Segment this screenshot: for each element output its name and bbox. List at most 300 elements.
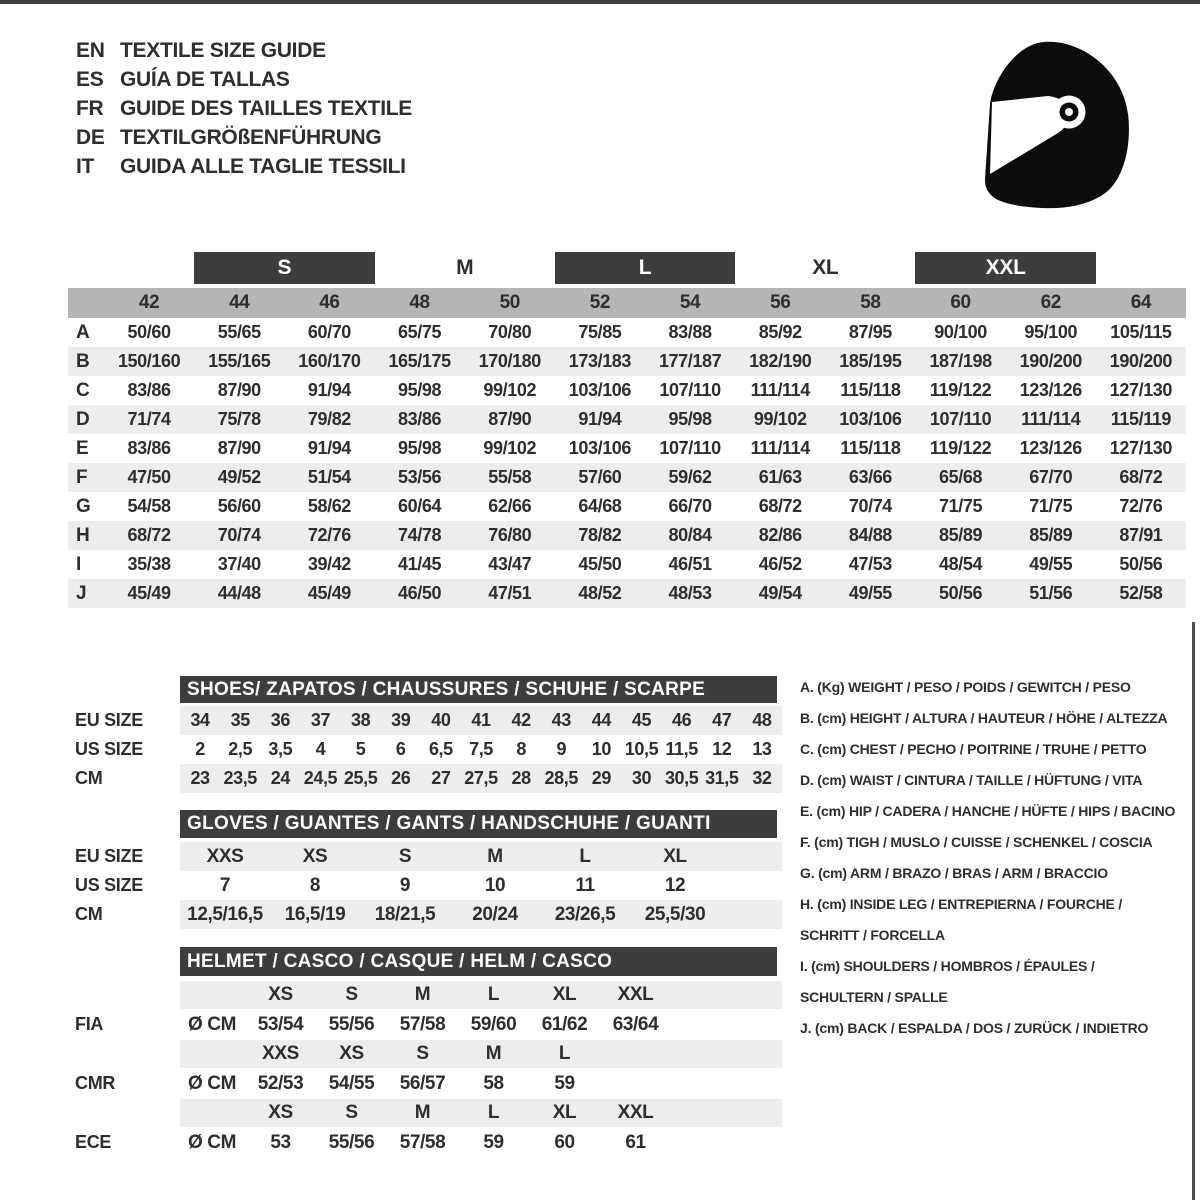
language-row: [76, 94, 412, 123]
shoe-size-cell: 2,5: [228, 739, 253, 759]
language-code: DE: [76, 125, 105, 149]
measurement-cell: 52/58: [1119, 583, 1163, 603]
measurement-cell: 60/64: [398, 496, 442, 516]
language-title: GUIDE DES TAILLES TEXTILE: [120, 96, 412, 120]
shoe-size-cell: 27: [431, 768, 451, 788]
measurement-cell: 46/51: [668, 554, 712, 574]
measurement-cell: 95/98: [398, 438, 442, 458]
shoe-size-cell: 24: [270, 768, 290, 788]
measurement-cell: 87/95: [848, 322, 892, 342]
glove-size-row-values: [180, 871, 782, 900]
measurement-cell: 90/100: [934, 322, 987, 342]
top-border-line: [0, 0, 1200, 4]
helmet-value-cell: 53/54: [257, 1013, 304, 1035]
gloves-size-table: [75, 810, 782, 929]
helmet-value-cell: 57/58: [399, 1013, 446, 1035]
shoe-size-cell: 46: [672, 710, 692, 730]
shoe-size-cell: 28: [511, 768, 531, 788]
helmet-value-cell: 59/60: [470, 1013, 517, 1035]
measurement-cell: 85/92: [758, 322, 802, 342]
legend-item: [800, 889, 1198, 951]
shoe-size-cell: 30,5: [664, 768, 699, 788]
row-letter: C: [76, 379, 90, 401]
measurement-cell: 155/165: [208, 351, 271, 371]
shoe-size-cell: 8: [516, 739, 526, 759]
shoe-size-cell: 34: [190, 710, 210, 730]
glove-size-cell: 7: [219, 874, 231, 896]
helmet-size-cell: S: [416, 1043, 429, 1064]
glove-size-cell: 10: [484, 874, 506, 896]
shoe-size-cell: 23: [190, 768, 210, 788]
shoes-table-title: SHOES/ ZAPATOS / CHAUSSURES / SCHUHE / SCARPE: [180, 676, 777, 703]
legend-line: SCHRITT / FORCELLA: [800, 927, 945, 943]
measurement-cell: 103/106: [568, 380, 632, 400]
shoe-size-cell: 13: [752, 739, 772, 759]
legend-line: E. (cm) HIP / CADERA / HANCHE / HÜFTE / HIPS / BACINO: [800, 803, 1176, 819]
size-header-cell: 58: [860, 292, 881, 313]
measurement-cell: 85/89: [939, 525, 983, 545]
measurement-cell: 83/88: [668, 322, 712, 342]
language-code: EN: [76, 38, 105, 62]
measurement-cell: 190/200: [1109, 351, 1173, 371]
measurement-cell: 61/63: [758, 467, 802, 487]
legend-item: [800, 951, 1198, 1013]
glove-size-row-values: [180, 900, 782, 929]
row-letter: I: [76, 553, 81, 575]
measurement-cell: 50/60: [127, 322, 171, 342]
legend-item: [800, 734, 1198, 765]
corner-cell: [68, 288, 104, 318]
shoe-size-cell: 6: [395, 739, 406, 759]
shoe-size-cell: 23,5: [223, 768, 257, 788]
measurement-cell: 95/98: [668, 409, 712, 429]
measurement-legend: [800, 672, 1198, 1044]
diameter-column-spacer: [180, 1099, 245, 1127]
glove-size-row: [75, 900, 782, 929]
helmet-value-cell: 58: [483, 1072, 504, 1094]
helmet-size-header-row: [75, 1040, 782, 1068]
helmet-size-header-values: [180, 981, 782, 1009]
helmet-value-cell: 60: [554, 1131, 575, 1153]
measurement-cell: 87/91: [1119, 525, 1163, 545]
measurement-cell: 51/54: [307, 467, 351, 487]
legend-line: B. (cm) HEIGHT / ALTURA / HAUTEUR / HÖHE / ALTEZZA: [800, 710, 1168, 726]
helmet-table-title: HELMET / CASCO / CASQUE / HELM / CASCO: [180, 947, 777, 976]
measurement-cell: 59/62: [668, 467, 712, 487]
shoe-size-cell: 6,5: [428, 739, 453, 759]
helmet-size-cell: L: [558, 1043, 571, 1064]
glove-size-cell: 9: [399, 874, 411, 896]
measurement-cell: 76/80: [488, 525, 532, 545]
measurement-cell: 103/106: [839, 409, 902, 429]
size-band-s: S: [194, 252, 374, 284]
language-row: [76, 65, 412, 94]
helmet-value-cell: 59: [483, 1131, 504, 1153]
shoe-size-cell: 42: [511, 710, 531, 730]
measurement-row: [68, 550, 1186, 579]
helmet-standard-label: CMR: [75, 1073, 116, 1093]
measurement-cell: 46/50: [398, 583, 442, 603]
glove-size-cell: 16,5/19: [284, 903, 346, 925]
glove-size-cell: 23/26,5: [554, 903, 616, 925]
helmet-value-cell: 59: [554, 1072, 575, 1094]
size-band-l: L: [555, 252, 735, 284]
legend-line: D. (cm) WAIST / CINTURA / TAILLE / HÜFTUNG / VITA: [800, 772, 1143, 788]
measurement-row: [68, 492, 1186, 521]
measurement-cell: 123/126: [1019, 438, 1082, 458]
legend-line: G. (cm) ARM / BRAZO / BRAS / ARM / BRACCIO: [800, 865, 1108, 881]
measurement-cell: 182/190: [749, 351, 812, 371]
shoe-size-cell: 40: [431, 710, 451, 730]
shoe-size-cell: 7,5: [469, 739, 493, 759]
measurement-cell: 91/94: [307, 380, 351, 400]
measurement-cell: 87/90: [217, 380, 261, 400]
measurement-cell: 107/110: [929, 409, 992, 429]
diameter-label: Ø CM: [188, 1013, 237, 1035]
row-label-spacer: [75, 981, 180, 1009]
measurement-cell: 35/38: [127, 554, 171, 574]
helmet-size-header-row: [75, 1099, 782, 1127]
measurement-row: [68, 521, 1186, 550]
measurement-cell: 65/75: [398, 322, 442, 342]
language-title: TEXTILE SIZE GUIDE: [120, 38, 326, 62]
measurement-cell: 39/42: [307, 554, 351, 574]
row-letter: D: [76, 408, 90, 430]
measurement-cell: 47/50: [127, 467, 171, 487]
legend-item: [800, 1013, 1198, 1044]
size-band-xl: XL: [812, 256, 839, 279]
measurement-cell: 71/74: [127, 409, 171, 429]
legend-line: A. (Kg) WEIGHT / PESO / POIDS / GEWITCH / PESO: [800, 679, 1131, 695]
row-letter: J: [76, 582, 87, 604]
size-band-xxl: XXL: [915, 252, 1095, 284]
measurement-cell: 60/70: [307, 322, 351, 342]
helmet-size-cell: XXL: [617, 1102, 654, 1123]
measurement-cell: 53/56: [398, 467, 442, 487]
size-header-cell: 50: [499, 292, 520, 313]
helmet-value-cell: 55/56: [328, 1013, 375, 1035]
measurement-row: [68, 405, 1186, 434]
measurement-cell: 70/74: [848, 496, 892, 516]
shoe-size-cell: 41: [471, 710, 491, 730]
helmet-value-row: [75, 1009, 782, 1040]
language-code: IT: [76, 154, 95, 178]
shoe-size-cell: 28,5: [544, 768, 578, 788]
measurement-row: [68, 376, 1186, 405]
language-row: [76, 152, 412, 181]
shoe-size-row-label: EU SIZE: [75, 710, 143, 730]
helmet-value-cell: 52/53: [257, 1072, 304, 1094]
shoe-size-cell: 30: [631, 768, 652, 788]
measurement-cell: 44/48: [217, 583, 261, 603]
measurement-cell: 48/54: [939, 554, 983, 574]
measurement-cell: 83/86: [127, 380, 171, 400]
glove-size-row: [75, 871, 782, 900]
shoe-size-row: [75, 706, 782, 735]
shoe-size-cell: 31,5: [705, 768, 739, 788]
measurement-cell: 41/45: [398, 554, 442, 574]
shoe-size-cell: 5: [355, 739, 366, 759]
measurement-cell: 79/82: [307, 409, 351, 429]
measurement-cell: 82/86: [758, 525, 802, 545]
shoe-size-cell: 47: [712, 710, 732, 730]
measurement-cell: 83/86: [127, 438, 171, 458]
shoe-size-cell: 37: [310, 710, 331, 730]
measurement-cell: 71/75: [1029, 496, 1073, 516]
shoe-size-cell: 26: [391, 768, 411, 788]
helmet-size-cell: M: [414, 984, 431, 1005]
measurement-cell: 173/183: [568, 351, 632, 371]
size-header-cell: 46: [319, 292, 340, 313]
measurement-cell: 123/126: [1019, 380, 1082, 400]
measurement-cell: 115/119: [1110, 409, 1172, 429]
helmet-size-cell: XS: [339, 1043, 364, 1064]
legend-line: H. (cm) INSIDE LEG / ENTREPIERNA / FOURCHE /: [800, 896, 1123, 912]
size-header-cell: 60: [950, 292, 971, 313]
language-row: [76, 36, 412, 65]
measurement-cell: 160/170: [298, 351, 361, 371]
measurement-cell: 45/50: [578, 554, 622, 574]
measurement-cell: 70/80: [488, 322, 532, 342]
helmet-size-cell: XS: [268, 984, 293, 1005]
size-header-row: [68, 288, 1186, 318]
row-label-spacer: [75, 1040, 180, 1068]
size-header-cell: 52: [589, 292, 611, 313]
measurement-cell: 68/72: [1119, 467, 1163, 487]
glove-size-cell: 12,5/16,5: [187, 903, 263, 925]
measurement-cell: 111/114: [750, 438, 810, 458]
legend-line: SCHULTERN / SPALLE: [800, 989, 948, 1005]
legend-item: [800, 827, 1198, 858]
legend-item: [800, 765, 1198, 796]
glove-size-cell: 18/21,5: [374, 903, 436, 925]
measurement-cell: 70/74: [217, 525, 261, 545]
measurement-cell: 111/114: [750, 380, 810, 400]
helmet-value-cell: 54/55: [328, 1072, 375, 1094]
measurement-cell: 49/55: [848, 583, 892, 603]
measurement-cell: 87/90: [217, 438, 261, 458]
helmet-value-cell: 61: [625, 1131, 646, 1153]
row-letter: G: [76, 495, 91, 517]
language-title: GUIDA ALLE TAGLIE TESSILI: [120, 154, 406, 178]
shoe-size-row: [75, 764, 782, 793]
measurement-cell: 190/200: [1019, 351, 1082, 371]
measurement-row: [68, 347, 1186, 376]
measurement-cell: 62/66: [488, 496, 532, 516]
measurement-cell: 46/52: [758, 554, 802, 574]
helmet-size-table: [75, 947, 782, 1158]
measurement-cell: 80/84: [668, 525, 712, 545]
shoe-size-row-label: CM: [75, 768, 103, 788]
size-header-cell: 62: [1040, 292, 1061, 313]
helmet-size-cell: M: [414, 1102, 431, 1123]
measurement-cell: 127/130: [1109, 438, 1173, 458]
language-code: ES: [76, 67, 104, 91]
glove-size-cell: 8: [309, 874, 321, 896]
size-band-row: [68, 252, 1186, 284]
helmet-value-cell: 57/58: [399, 1131, 446, 1153]
row-label-spacer: [75, 1099, 180, 1127]
measurement-cell: 75/85: [578, 322, 622, 342]
glove-size-cell: 20/24: [472, 903, 518, 925]
helmet-value-cell: 55/56: [328, 1131, 375, 1153]
shoe-size-row-values: [180, 706, 782, 735]
glove-size-cell: 11: [575, 874, 595, 896]
size-header-cell: 48: [409, 292, 430, 313]
measurement-cell: 47/53: [848, 554, 892, 574]
diameter-column-spacer: [180, 1040, 245, 1068]
glove-size-cell: 12: [664, 874, 686, 896]
glove-size-cell: XL: [663, 845, 687, 867]
size-header-cell: 64: [1130, 292, 1152, 313]
language-title-list: [76, 36, 412, 181]
helmet-icon: [982, 40, 1130, 210]
diameter-column-spacer: [180, 981, 245, 1009]
measurement-cell: 119/122: [929, 438, 992, 458]
helmet-value-cell: 53: [270, 1131, 291, 1153]
measurement-cell: 95/98: [398, 380, 442, 400]
measurement-cell: 64/68: [578, 496, 622, 516]
helmet-size-cell: XXS: [262, 1043, 299, 1064]
measurement-cell: 150/160: [117, 351, 181, 371]
shoe-size-cell: 32: [752, 768, 772, 788]
measurement-cell: 72/76: [307, 525, 351, 545]
measurement-cell: 91/94: [578, 409, 622, 429]
measurement-cell: 67/70: [1029, 467, 1073, 487]
shoe-size-cell: 12: [712, 739, 732, 759]
helmet-value-cell: 63/64: [612, 1013, 659, 1035]
measurement-row: [68, 318, 1186, 347]
legend-item: [800, 703, 1198, 734]
legend-line: J. (cm) BACK / ESPALDA / DOS / ZURÜCK / INDIETRO: [800, 1020, 1149, 1036]
shoe-size-cell: 48: [752, 710, 772, 730]
measurement-cell: 47/51: [488, 583, 532, 603]
diameter-label: Ø CM: [188, 1131, 237, 1153]
legend-line: I. (cm) SHOULDERS / HOMBROS / ÉPAULES /: [800, 958, 1095, 974]
helmet-size-cell: L: [487, 984, 500, 1005]
helmet-size-cell: XL: [552, 984, 577, 1005]
measurement-row: [68, 434, 1186, 463]
helmet-row-values: [180, 1068, 782, 1099]
measurement-cell: 75/78: [217, 409, 261, 429]
measurement-cell: 83/86: [398, 409, 442, 429]
language-title: TEXTILGRÖßENFÜHRUNG: [120, 125, 382, 149]
measurement-cell: 48/53: [668, 583, 712, 603]
helmet-value-row: [75, 1127, 782, 1158]
helmet-size-header-row: [75, 981, 782, 1009]
measurement-cell: 91/94: [307, 438, 351, 458]
glove-size-row-label: EU SIZE: [75, 846, 143, 866]
measurement-cell: 111/114: [1021, 409, 1081, 429]
glove-size-row-label: CM: [75, 904, 103, 924]
shoe-size-cell: 10,5: [624, 739, 659, 759]
shoe-size-row-values: [180, 735, 782, 764]
shoe-size-cell: 29: [591, 768, 611, 788]
shoe-size-cell: 4: [315, 739, 326, 759]
measurement-cell: 50/56: [939, 583, 983, 603]
helmet-size-cell: XL: [552, 1102, 577, 1123]
shoe-size-cell: 36: [270, 710, 290, 730]
measurement-row: [68, 579, 1186, 608]
size-band-m: M: [456, 256, 474, 279]
measurement-cell: 95/100: [1024, 322, 1078, 342]
measurement-cell: 177/187: [658, 351, 722, 371]
measurement-cell: 187/198: [929, 351, 992, 371]
shoe-size-cell: 45: [631, 710, 652, 730]
glove-size-row-label: US SIZE: [75, 875, 143, 895]
measurement-cell: 99/102: [483, 380, 537, 400]
shoe-size-cell: 11,5: [665, 739, 698, 759]
measurement-cell: 43/47: [488, 554, 532, 574]
shoe-size-cell: 24,5: [303, 768, 338, 788]
measurement-cell: 119/122: [929, 380, 992, 400]
measurement-cell: 57/60: [578, 467, 622, 487]
measurement-cell: 85/89: [1029, 525, 1073, 545]
measurement-cell: 99/102: [483, 438, 537, 458]
measurement-cell: 56/60: [217, 496, 261, 516]
shoe-size-cell: 10: [591, 739, 611, 759]
measurement-cell: 58/62: [307, 496, 351, 516]
glove-size-cell: S: [398, 845, 412, 867]
size-header-cell: 44: [229, 292, 250, 313]
measurement-cell: 48/52: [578, 583, 622, 603]
legend-item: [800, 672, 1198, 703]
measurement-cell: 103/106: [568, 438, 632, 458]
glove-size-row: [75, 842, 782, 871]
measurement-cell: 84/88: [848, 525, 892, 545]
measurement-cell: 51/56: [1029, 583, 1073, 603]
shoe-size-row-label: US SIZE: [75, 739, 143, 759]
measurement-cell: 165/175: [388, 351, 451, 371]
shoe-size-cell: 38: [350, 710, 371, 730]
shoe-size-cell: 39: [391, 710, 411, 730]
row-letter: B: [76, 350, 90, 372]
helmet-standard-label: FIA: [75, 1014, 104, 1034]
band-spacer: [68, 252, 194, 284]
helmet-value-cell: 61/62: [541, 1013, 588, 1035]
measurement-rows: [68, 318, 1186, 608]
measurement-cell: 87/90: [488, 409, 532, 429]
helmet-size-cell: M: [485, 1043, 502, 1064]
row-letter: E: [76, 437, 89, 459]
measurement-cell: 72/76: [1119, 496, 1163, 516]
measurement-cell: 127/130: [1109, 380, 1173, 400]
measurement-cell: 37/40: [217, 554, 261, 574]
glove-size-row-values: [180, 842, 782, 871]
measurement-cell: 99/102: [753, 409, 807, 429]
textile-size-table: [68, 252, 1186, 608]
measurement-cell: 49/55: [1029, 554, 1073, 574]
legend-line: F. (cm) TIGH / MUSLO / CUISSE / SCHENKEL / COSCIA: [800, 834, 1153, 850]
size-header-cell: 56: [770, 292, 791, 313]
glove-size-cell: XS: [302, 845, 328, 867]
gloves-table-title: GLOVES / GUANTES / GANTS / HANDSCHUHE / GUANTI: [180, 810, 777, 838]
measurement-cell: 63/66: [848, 467, 892, 487]
helmet-value-cell: 56/57: [399, 1072, 446, 1094]
shoe-size-cell: 27,5: [464, 768, 498, 788]
glove-size-cell: L: [579, 845, 591, 867]
language-code: FR: [76, 96, 104, 120]
language-title: GUÍA DE TALLAS: [120, 67, 290, 91]
shoe-size-cell: 44: [591, 710, 611, 730]
measurement-cell: 78/82: [578, 525, 622, 545]
measurement-cell: 185/195: [839, 351, 902, 371]
measurement-cell: 55/65: [217, 322, 261, 342]
measurement-row: [68, 463, 1186, 492]
language-row: [76, 123, 412, 152]
shoe-size-cell: 25,5: [343, 768, 378, 788]
shoe-size-row-values: [180, 764, 782, 793]
